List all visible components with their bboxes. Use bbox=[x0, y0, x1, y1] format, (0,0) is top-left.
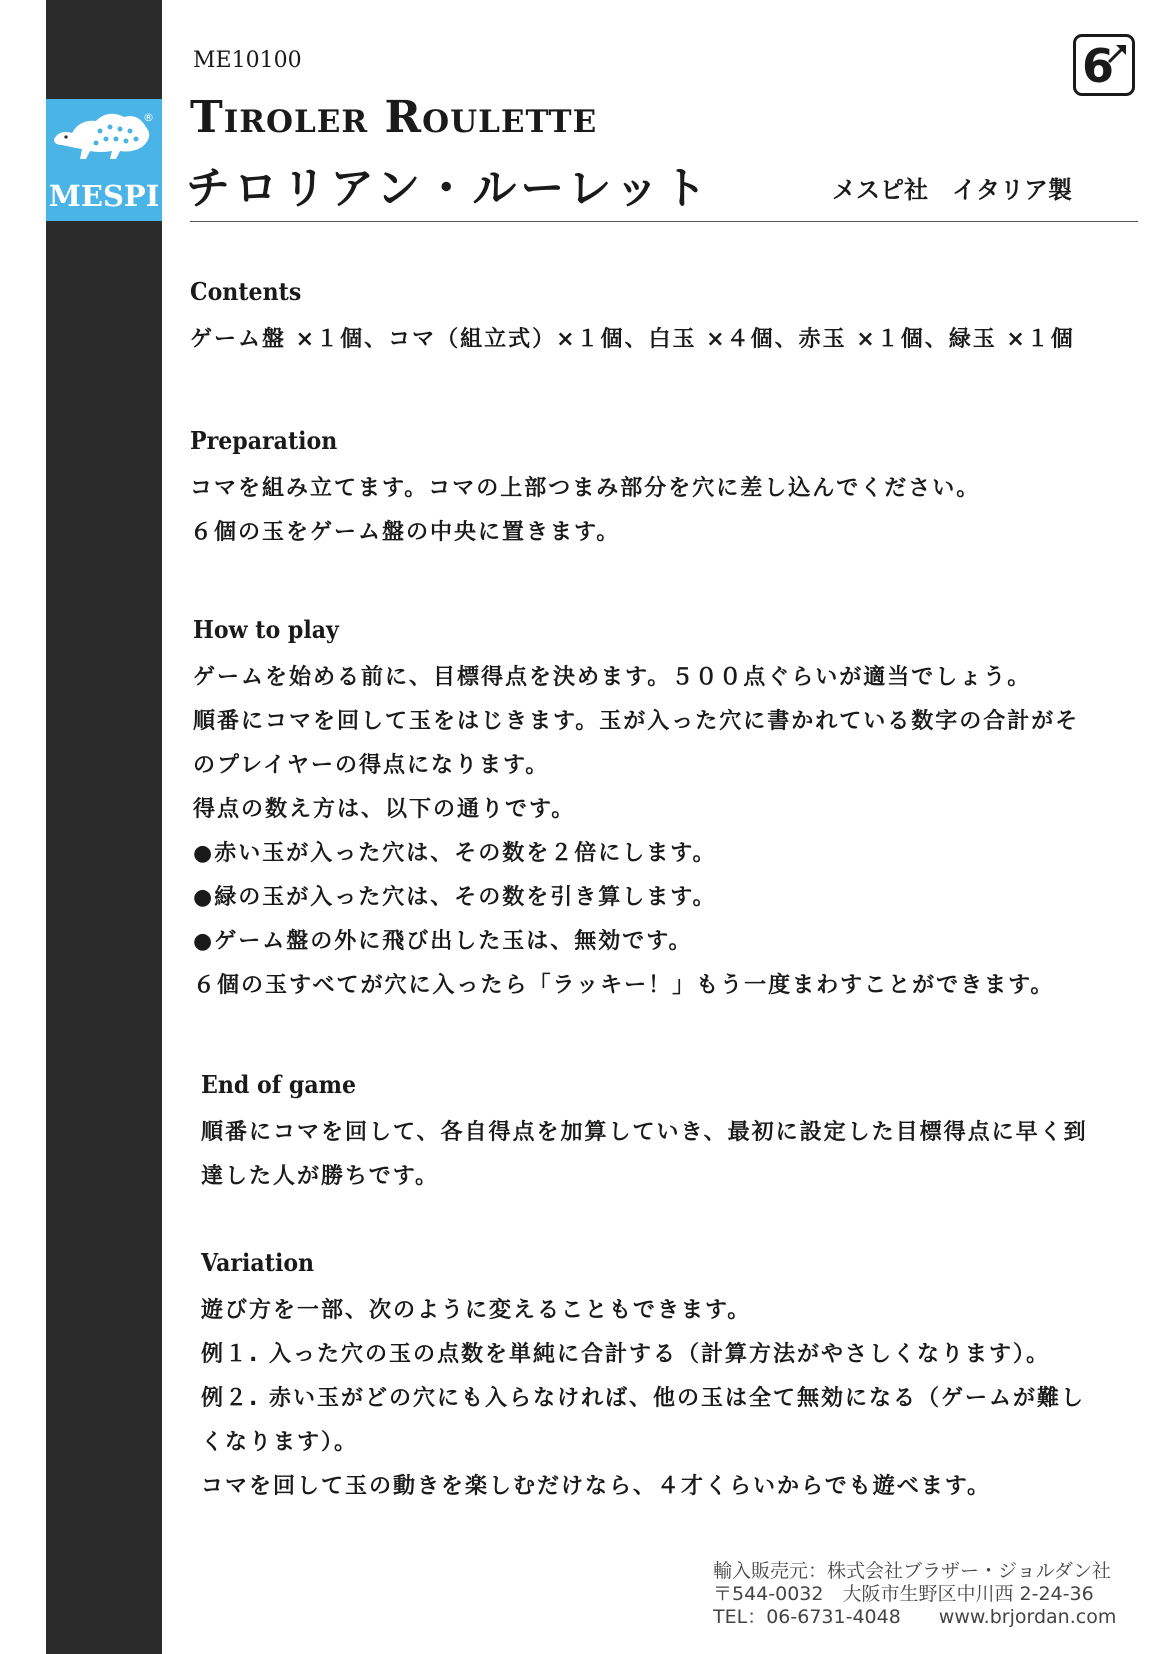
section-end-of-game bbox=[201, 1069, 1088, 1199]
text-line: コマを回して玉の動きを楽しむだけなら、４才くらいからでも遊べます。 bbox=[201, 1474, 992, 1499]
footer-company: 輸入販売元：株式会社ブラザー・ジョルダン社 bbox=[713, 1560, 1112, 1582]
text-line: 達した人が勝ちです。 bbox=[201, 1164, 440, 1189]
age-badge bbox=[1073, 34, 1135, 96]
maker-origin: メスピ社 イタリア製 bbox=[832, 176, 1072, 204]
footer-contact: TEL：06-6731-4048 www.brjordan.com bbox=[713, 1606, 1117, 1628]
section-heading: End of game bbox=[201, 1070, 357, 1099]
footer-address: 〒544-0032 大阪市生野区中川西 2-24-36 bbox=[713, 1583, 1094, 1605]
section-heading: Contents bbox=[190, 277, 302, 306]
text-line: コマを組み立てます。コマの上部つまみ部分を穴に差し込んでください。 bbox=[190, 476, 981, 501]
text-line: 遊び方を一部、次のように変えることもできます。 bbox=[201, 1298, 752, 1323]
sidebar-strip bbox=[46, 0, 162, 1654]
text-line: ゲーム盤 ×１個、コマ（組立式）×１個、白玉 ×４個、赤玉 ×１個、緑玉 ×１個 bbox=[190, 327, 1075, 352]
section-heading: Variation bbox=[201, 1248, 315, 1277]
text-line: ６個の玉をゲーム盤の中央に置きます。 bbox=[190, 520, 621, 545]
logo-text: MESPI bbox=[48, 179, 160, 213]
up-right-arrow-icon bbox=[1106, 41, 1130, 65]
section-how-to-play bbox=[193, 614, 1079, 1008]
text-line: ●赤い玉が入った穴は、その数を２倍にします。 bbox=[193, 841, 717, 866]
section-heading: Preparation bbox=[190, 426, 338, 455]
footer-importer bbox=[713, 1560, 1116, 1629]
text-line: 順番にコマを回して、各自得点を加算していき、最初に設定した目標得点に早く到 bbox=[201, 1120, 1088, 1145]
title-japanese: チロリアン・ルーレット bbox=[186, 163, 711, 214]
section-preparation bbox=[190, 425, 980, 555]
text-line: 例２. 赤い玉がどの穴にも入らなければ、他の玉は全て無効になる（ゲームが難し bbox=[201, 1386, 1086, 1411]
text-line: ●ゲーム盤の外に飛び出した玉は、無効です。 bbox=[193, 929, 693, 954]
text-line: のプレイヤーの得点になります。 bbox=[193, 753, 550, 778]
text-line: 順番にコマを回して玉をはじきます。玉が入った穴に書かれている数字の合計がそ bbox=[193, 709, 1080, 734]
section-variation bbox=[201, 1247, 1085, 1509]
text-line: 得点の数え方は、以下の通りです。 bbox=[193, 797, 576, 822]
section-heading: How to play bbox=[193, 615, 339, 644]
mespi-logo bbox=[46, 99, 162, 221]
text-line: ●緑の玉が入った穴は、その数を引き算します。 bbox=[193, 885, 717, 910]
text-line: ゲームを始める前に、目標得点を決めます。５００点ぐらいが適当でしょう。 bbox=[193, 665, 1032, 690]
text-line: ６個の玉すべてが穴に入ったら「ラッキー！」もう一度まわすことができます。 bbox=[193, 973, 1055, 998]
product-code: ME10100 bbox=[193, 48, 302, 73]
header-divider bbox=[190, 221, 1138, 222]
registered-mark: ® bbox=[143, 111, 154, 124]
text-line: くなります）。 bbox=[201, 1430, 359, 1455]
title-english: Tiroler Roulette bbox=[190, 92, 598, 143]
section-contents bbox=[190, 276, 1075, 362]
text-line: 例１. 入った穴の玉の点数を単純に合計する（計算方法がやさしくなります）。 bbox=[201, 1342, 1051, 1367]
age-number: 6 bbox=[1082, 39, 1115, 93]
